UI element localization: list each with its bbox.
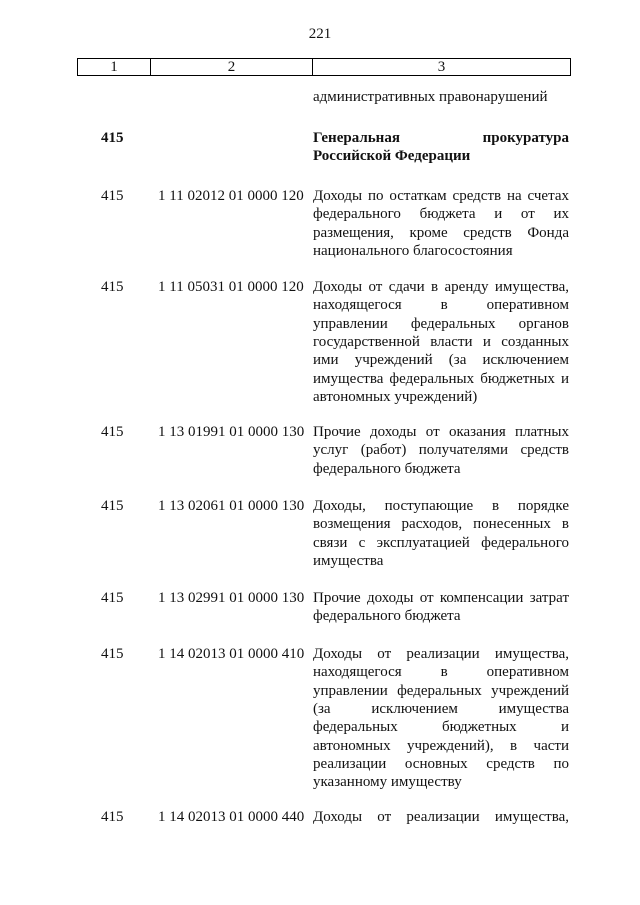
description-line: Доходы от реализации имущества, [313,809,569,825]
admin-code: 415 [101,590,124,606]
income-description [313,187,569,260]
admin-code: 415 [101,279,124,295]
header-cell-2: 2 [151,59,313,75]
income-description [313,278,569,406]
description-line: Прочие доходы от компенсации затрат [313,590,569,606]
description-line: находящегося в оперативном [313,297,569,314]
description-line: (за исключением имущества [313,700,569,717]
page-number: 221 [308,26,332,42]
description-line: имущества федеральных бюджетных и [313,370,569,387]
income-code: 1 13 01991 01 0000 130 [158,424,305,440]
description-line: указанному имуществу [313,774,462,791]
administrator-name [313,129,569,166]
description-line: имущества [313,552,384,569]
income-description [313,497,569,570]
description-line: федеральных бюджетных и [313,719,569,736]
description-line: управлении федеральных органов [313,315,569,332]
income-description [313,645,569,792]
description-line: ими учреждений (за исключением [313,352,569,369]
description-line: национального благосостояния [313,242,513,259]
description-line: размещения, кроме средств Фонда [313,224,569,241]
table-header [77,58,571,76]
description-line: Доходы, поступающие в порядке [313,498,569,514]
income-description [313,589,569,626]
admin-code: 415 [101,424,124,440]
admin-code: 415 [101,130,124,146]
income-description [313,88,569,106]
description-line: Российской Федерации [313,148,471,165]
admin-code: 415 [101,498,124,514]
income-code: 1 14 02013 01 0000 440 [158,809,305,825]
header-cell-3: 3 [437,59,446,75]
admin-code: 415 [101,646,124,662]
description-line: Прочие доходы от оказания платных [313,424,569,440]
income-code: 1 11 05031 01 0000 120 [158,279,304,295]
description-line: реализации основных средств по [313,755,569,772]
description-line: Доходы от реализации имущества, [313,646,569,662]
description-line: Доходы от сдачи в аренду имущества, [313,279,569,295]
description-line: возмещения расходов, понесенных в [313,516,569,533]
description-line: Генеральная прокуратура [313,130,569,146]
description-line: находящегося в оперативном [313,664,569,681]
income-description [313,808,569,826]
admin-code: 415 [101,809,124,825]
description-line: федерального бюджета и от их [313,206,569,223]
description-line: управлении федеральных учреждений [313,682,569,699]
admin-code: 415 [101,188,124,204]
income-description [313,423,569,478]
description-line: Доходы по остаткам средств на счетах [313,188,569,204]
income-code: 1 13 02991 01 0000 130 [158,590,305,606]
income-code: 1 11 02012 01 0000 120 [158,188,304,204]
income-code: 1 13 02061 01 0000 130 [158,498,305,514]
description-line: связи с эксплуатацией федерального [313,534,569,551]
description-line: автономных учреждений), в части [313,737,569,754]
income-code: 1 14 02013 01 0000 410 [158,646,305,662]
description-line: автономных учреждений) [313,388,478,405]
description-line: административных правонарушений [313,89,548,105]
description-line: государственной власти и созданных [313,333,569,350]
description-line: услуг (работ) получателями средств [313,442,569,459]
description-line: федерального бюджета [313,460,461,477]
header-cell-1: 1 [78,59,151,75]
description-line: федерального бюджета [313,608,461,625]
